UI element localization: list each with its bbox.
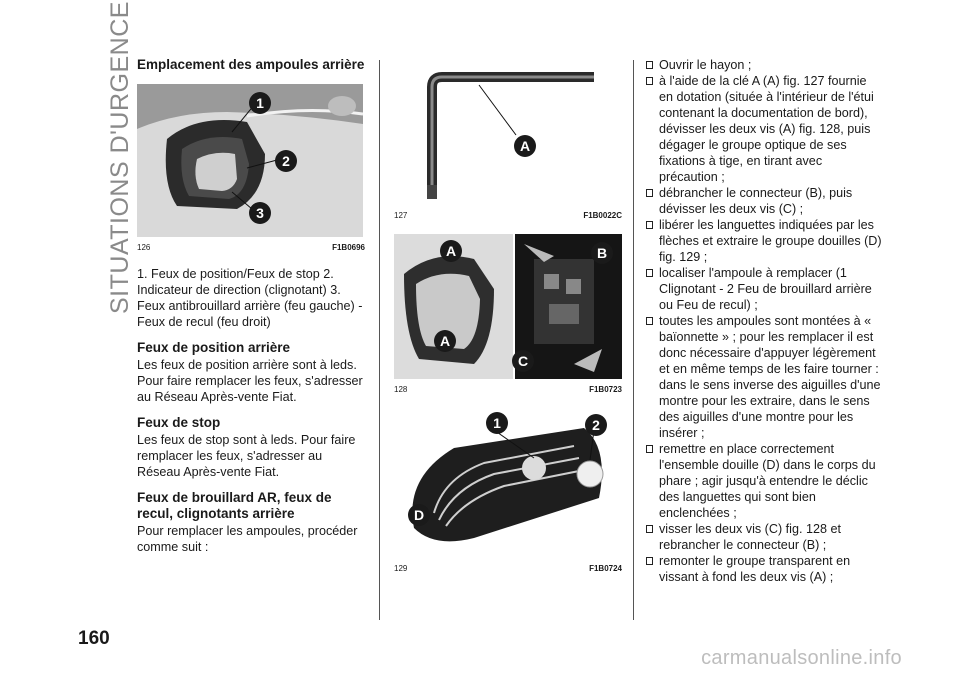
figure-127 (394, 57, 622, 205)
step-item: Ouvrir le hayon ; (646, 57, 882, 73)
callout-3: 3 (249, 202, 271, 224)
figure-number: 126 (137, 243, 151, 252)
section-heading: Emplacement des ampoules arrière (137, 57, 365, 72)
step-item: visser les deux vis (C) fig. 128 et rebrancher le connecteur (B) ; (646, 521, 882, 553)
callout-D: D (408, 504, 430, 526)
callout-B: B (591, 242, 613, 264)
figure-number: 128 (394, 385, 408, 394)
step-item: localiser l'ampoule à remplacer (1 Clignotant - 2 Feu de brouillard arrière ou Feu de recul) ; (646, 265, 882, 313)
checkbox-icon (646, 269, 653, 277)
step-item: remettre en place correctement l'ensemble douille (D) dans le corps du phare ; agir jusqu'à entendre le déclic des languettes qui sont bien enclenchées ; (646, 441, 882, 521)
callout-A-top: A (440, 240, 462, 262)
figure-number: 129 (394, 564, 408, 573)
checkbox-icon (646, 525, 653, 533)
figure-127-caption (394, 211, 622, 220)
column-1 (137, 57, 365, 555)
figure-126-caption (137, 243, 365, 252)
chapter-title (78, 1, 134, 314)
callout-C: C (512, 350, 534, 372)
column-3 (646, 57, 882, 585)
step-item: remonter le groupe transparent en vissant à fond les deux vis (A) ; (646, 553, 882, 585)
section-title-stop: Feux de stop (137, 415, 221, 430)
step-item: à l'aide de la clé A (A) fig. 127 fournie en dotation (située à l'intérieur de l'étui contenant la documentation de bord), dévisser les deux vis (A) fig. 128, puis dégager le groupe optique de ses fixations à tige, en tirant avec précaution ; (646, 73, 882, 185)
checkbox-icon (646, 445, 653, 453)
watermark: carmanualsonline.info (701, 647, 902, 669)
section-title-position: Feux de position arrière (137, 340, 291, 355)
checkbox-icon (646, 77, 653, 85)
callout-1: 1 (249, 92, 271, 114)
step-item: toutes les ampoules sont montées à « baïonnette » ; pour les remplacer il est donc nécessaire d'appuyer légèrement et en même temps de les faire tourner : dans le sens inverse des aiguilles d'une montre pour les extraire, dans le sens des aiguilles d'une montre pour les insérer ; (646, 313, 882, 441)
callout-2: 2 (275, 150, 297, 172)
figure-128-caption (394, 385, 622, 394)
figure-129-caption (394, 564, 622, 573)
section-text-fog: Pour remplacer les ampoules, procéder comme suit : (137, 524, 358, 554)
figure-129 (394, 408, 622, 558)
chapter-title-text: SITUATIONS D'URGENCE (106, 1, 134, 314)
checkbox-icon (646, 221, 653, 229)
step-item: débrancher le connecteur (B), puis dévisser les deux vis (C) ; (646, 185, 882, 217)
figure-code: F1B0696 (332, 243, 365, 252)
column-divider-1 (379, 60, 380, 620)
figure-code: F1B0723 (589, 385, 622, 394)
figure-code: F1B0724 (589, 564, 622, 573)
checkbox-icon (646, 61, 653, 69)
callout-2: 2 (585, 414, 607, 436)
section-text-position: Les feux de position arrière sont à leds. Pour faire remplacer les feux, s'adresser au Réseau Après-vente Fiat. (137, 358, 363, 404)
section-text-stop: Les feux de stop sont à leds. Pour faire remplacer les feux, s'adresser au Réseau Après-vente Fiat. (137, 433, 356, 479)
column-divider-2 (633, 60, 634, 620)
figure-128 (394, 234, 622, 379)
key-illustration (394, 57, 622, 205)
figure-legend: 1. Feux de position/Feux de stop 2. Indicateur de direction (clignotant) 3. Feux antibrouillard arrière (feu gauche) - Feux de recul (feu droit) (137, 267, 363, 329)
figure-number: 127 (394, 211, 408, 220)
figure-126 (137, 84, 363, 237)
checkbox-icon (646, 557, 653, 565)
checkbox-icon (646, 317, 653, 325)
column-2 (394, 57, 622, 587)
step-item: libérer les languettes indiquées par les flèches et extraire le groupe douilles (D) fig. 129 ; (646, 217, 882, 265)
callout-A: A (514, 135, 536, 157)
light-removal-illustration (394, 234, 622, 379)
section-title-fog: Feux de brouillard AR, feux de recul, clignotants arrière (137, 490, 332, 521)
callout-A-bottom: A (434, 330, 456, 352)
callout-1: 1 (486, 412, 508, 434)
page-number: 160 (78, 628, 110, 649)
checkbox-icon (646, 189, 653, 197)
figure-code: F1B0022C (583, 211, 622, 220)
